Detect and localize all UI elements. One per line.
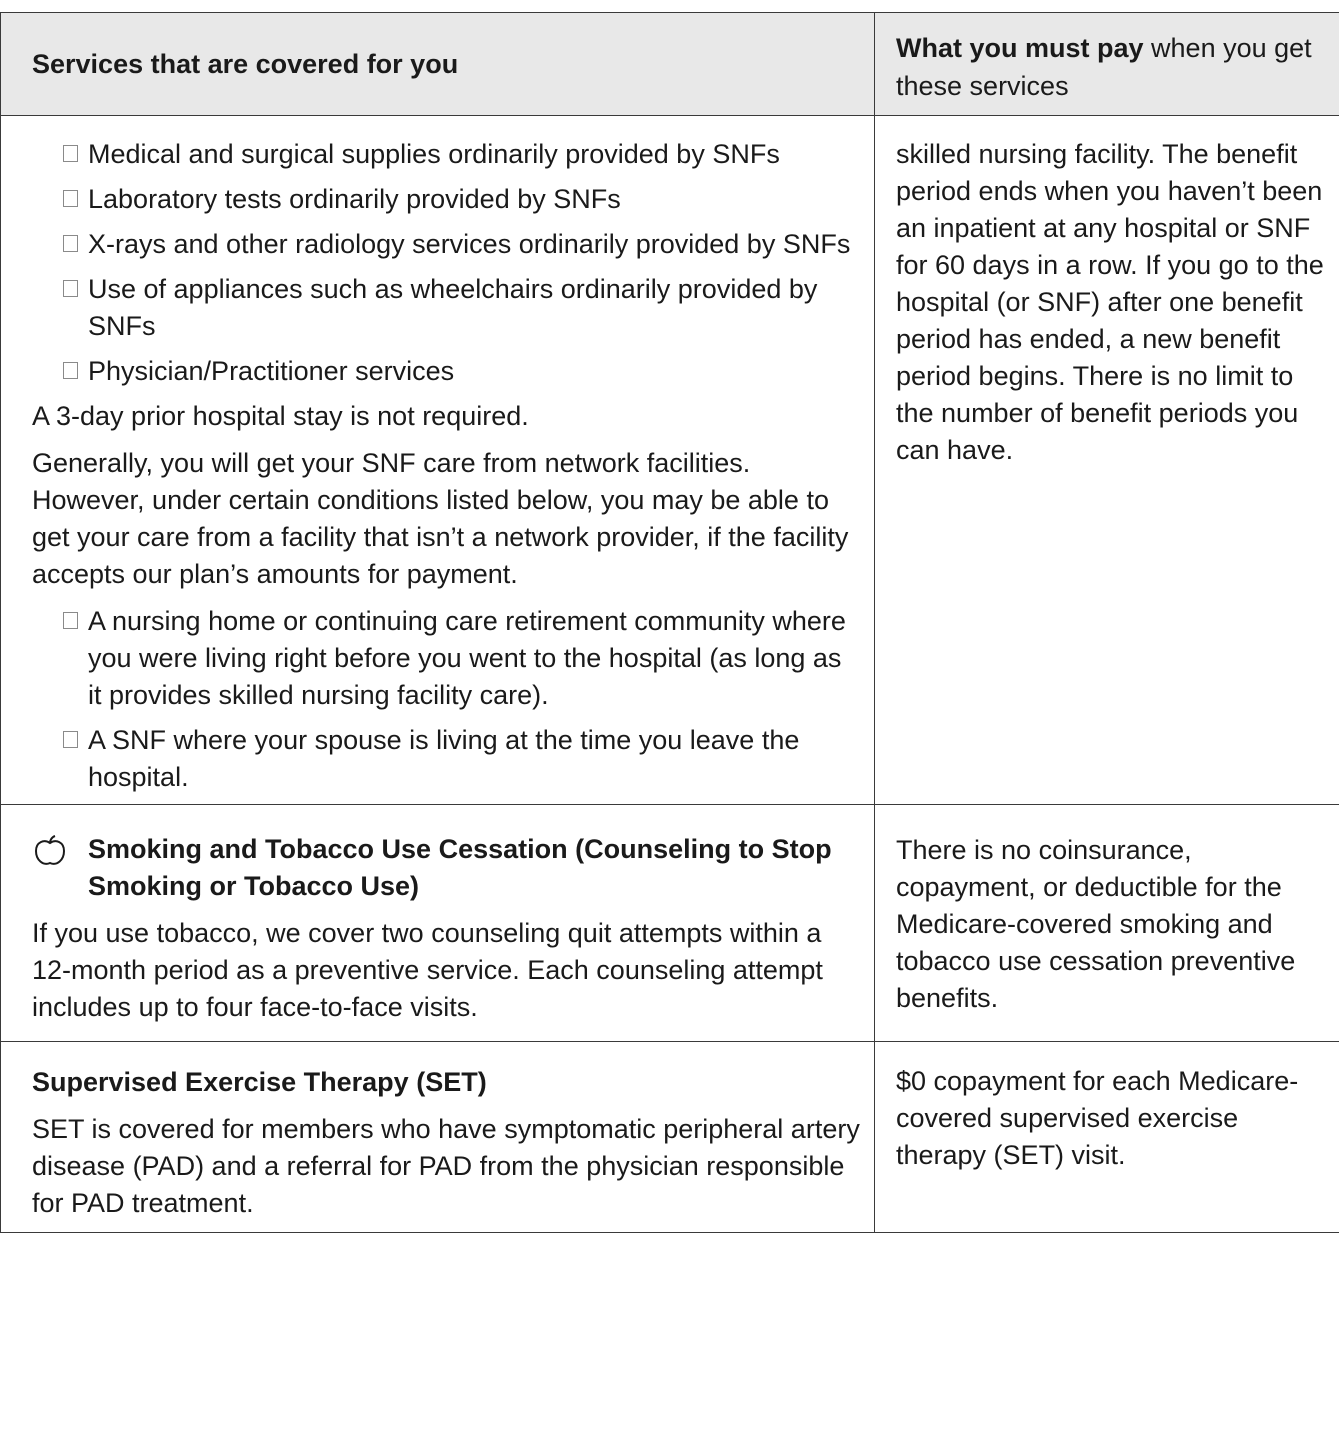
prior-stay-text: A 3-day prior hospital stay is not required.	[32, 401, 529, 431]
table-row-smoking	[1, 805, 1339, 1042]
snf-services-cell	[1, 116, 875, 805]
snf-pay-cell	[875, 116, 1339, 805]
table-row-snf	[1, 116, 1339, 805]
table-row-set	[1, 1042, 1339, 1233]
bullet-box-icon	[63, 731, 78, 748]
header-pay-rest: when you get these services	[896, 33, 1312, 101]
bullet-box-icon	[63, 612, 78, 629]
apple-icon	[32, 834, 68, 870]
list-item: Use of appliances such as wheelchairs ordinarily provided by SNFs	[32, 271, 860, 345]
list-item: A SNF where your spouse is living at the time you leave the hospital.	[32, 722, 860, 796]
set-services-cell	[1, 1042, 875, 1233]
header-what-you-pay	[875, 13, 1339, 116]
snf-pay-text: skilled nursing facility. The benefit period ends when you haven’t been an inpatient at any hospital or SNF for 60 days in a row. If you go to the hospital (or SNF) after one benefit period has ended, a new benefit period begins. There is no limit to the number of benefit periods you can have.	[896, 139, 1324, 465]
list-item: X-rays and other radiology services ordinarily provided by SNFs	[32, 226, 860, 263]
set-pay-text: $0 copayment for each Medicare-covered supervised exercise therapy (SET) visit.	[896, 1066, 1299, 1170]
smoking-services-cell	[1, 805, 875, 1042]
header-services: Services that are covered for you	[1, 13, 875, 116]
bullet-box-icon	[63, 145, 78, 162]
list-item: A nursing home or continuing care retirement community where you were living right before you went to the hospital (as long as it provides skilled nursing facility care).	[32, 603, 860, 714]
smoking-heading	[32, 831, 860, 905]
list-item: Physician/Practitioner services	[32, 353, 860, 390]
bullet-box-icon	[63, 235, 78, 252]
set-title: Supervised Exercise Therapy (SET)	[32, 1067, 487, 1097]
list-item: Medical and surgical supplies ordinarily provided by SNFs	[32, 136, 860, 173]
smoking-pay-text: There is no coinsurance, copayment, or deductible for the Medicare-covered smoking and tobacco use cessation preventive benefits.	[896, 835, 1296, 1013]
set-body: SET is covered for members who have symptomatic peripheral artery disease (PAD) and a referral for PAD from the physician responsible for PAD treatment.	[32, 1114, 860, 1218]
header-pay-bold: What you must pay	[896, 33, 1144, 63]
smoking-pay-cell	[875, 805, 1339, 1042]
set-pay-cell	[875, 1042, 1339, 1233]
smoking-title: Smoking and Tobacco Use Cessation (Counseling to Stop Smoking or Tobacco Use)	[88, 834, 832, 901]
bullet-box-icon	[63, 280, 78, 297]
bullet-box-icon	[63, 362, 78, 379]
network-facilities-text: Generally, you will get your SNF care from network facilities. However, under certain conditions listed below, you may be able to get your care from a facility that isn’t a network provider, if the facility accepts our plan’s amounts for payment.	[32, 448, 849, 589]
table-header-row	[1, 13, 1339, 116]
bullet-box-icon	[63, 190, 78, 207]
list-item: Laboratory tests ordinarily provided by SNFs	[32, 181, 860, 218]
benefits-table	[0, 12, 1339, 1233]
smoking-body: If you use tobacco, we cover two counseling quit attempts within a 12-month period as a preventive service. Each counseling attempt includes up to four face-to-face visits.	[32, 918, 823, 1022]
